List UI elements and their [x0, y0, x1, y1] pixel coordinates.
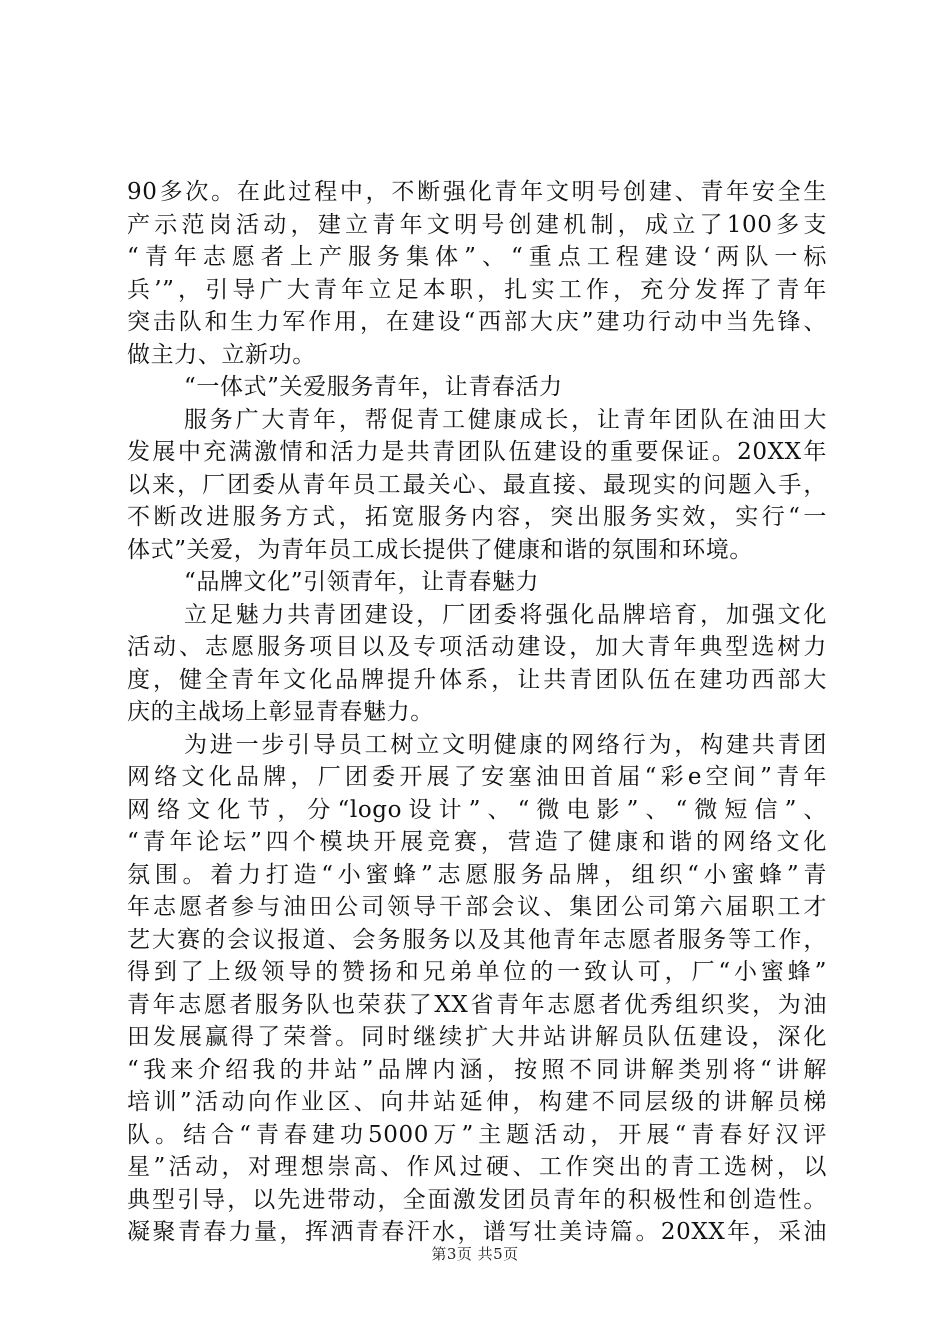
- text-line: 以来，厂团委从青年员工最关心、最直接、最现实的问题入手，: [127, 471, 827, 498]
- text-line: 活动、志愿服务项目以及专项活动建设，加大青年典型选树力: [127, 634, 827, 660]
- text-line: 庆的主战场上彰显青春魅力。: [127, 699, 434, 725]
- text-line: 队。结合“青春建功5000万”主题活动，开展“青春好汉评: [127, 1121, 827, 1148]
- text-line: 产示范岗活动，建立青年文明号创建机制，成立了100多支: [127, 211, 827, 238]
- text-line: 艺大赛的会议报道、会务服务以及其他青年志愿者服务等工作，: [127, 926, 827, 953]
- text-line: “我来介绍我的井站”品牌内涵，按照不同讲解类别将“讲解: [127, 1056, 827, 1083]
- text-line: 不断改进服务方式，拓宽服务内容，突出服务实效，实行“一: [127, 504, 827, 530]
- document-body: [127, 176, 827, 1249]
- page-footer: [0, 1243, 950, 1264]
- text-line: 兵’”，引导广大青年立足本职，扎实工作，充分发挥了青年: [127, 276, 827, 303]
- section-heading: “一体式”关爱服务青年，让青春活力: [184, 374, 563, 400]
- text-line: 网络文化品牌，厂团委开展了安塞油田首届“彩e空间”青年: [127, 764, 827, 790]
- page-number: 第3页 共5页: [431, 1245, 519, 1263]
- text-line: 网络文化节，分“logo设计”、“微电影”、“微短信”、: [127, 796, 827, 823]
- text-line: 发展中充满激情和活力是共青团队伍建设的重要保证。20XX年: [127, 439, 827, 465]
- text-line: 氛围。着力打造“小蜜蜂”志愿服务品牌，组织“小蜜蜂”青: [127, 861, 827, 888]
- text-line: 服务广大青年，帮促青工健康成长，让青年团队在油田大: [184, 406, 827, 433]
- text-line: 度，健全青年文化品牌提升体系，让共青团队伍在建功西部大: [127, 666, 827, 693]
- text-line: 立足魅力共青团建设，厂团委将强化品牌培育，加强文化: [184, 601, 827, 628]
- text-line: 体式”关爱，为青年员工成长提供了健康和谐的氛围和环境。: [127, 536, 753, 563]
- text-line: 年志愿者参与油田公司领导干部会议、集团公司第六届职工才: [127, 894, 827, 920]
- text-line: “青年论坛”四个模块开展竞赛，营造了健康和谐的网络文化: [127, 829, 827, 855]
- text-line: 田发展赢得了荣誉。同时继续扩大井站讲解员队伍建设，深化: [127, 1024, 827, 1050]
- section-heading: “品牌文化”引领青年，让青春魅力: [184, 569, 540, 595]
- text-line: 90多次。在此过程中，不断强化青年文明号创建、青年安全生: [127, 179, 827, 205]
- text-line: 凝聚青春力量，挥洒青春汗水，谱写壮美诗篇。20XX年，采油: [127, 1219, 827, 1245]
- text-line: 青年志愿者服务队也荣获了XX省青年志愿者优秀组织奖，为油: [127, 991, 827, 1018]
- text-line: 做主力、立新功。: [127, 341, 316, 368]
- text-line: 为进一步引导员工树立文明健康的网络行为，构建共青团: [184, 731, 827, 758]
- text-line: 培训”活动向作业区、向井站延伸，构建不同层级的讲解员梯: [127, 1089, 827, 1115]
- text-line: 得到了上级领导的赞扬和兄弟单位的一致认可，厂“小蜜蜂”: [127, 959, 827, 985]
- text-line: 典型引导，以先进带动，全面激发团员青年的积极性和创造性。: [127, 1186, 827, 1213]
- text-line: 突击队和生力军作用，在建设“西部大庆”建功行动中当先锋、: [127, 309, 827, 335]
- text-line: “青年志愿者上产服务集体”、“重点工程建设‘两队一标: [127, 244, 827, 270]
- text-line: 星”活动，对理想崇高、作风过硬、工作突出的青工选树，以: [127, 1154, 827, 1180]
